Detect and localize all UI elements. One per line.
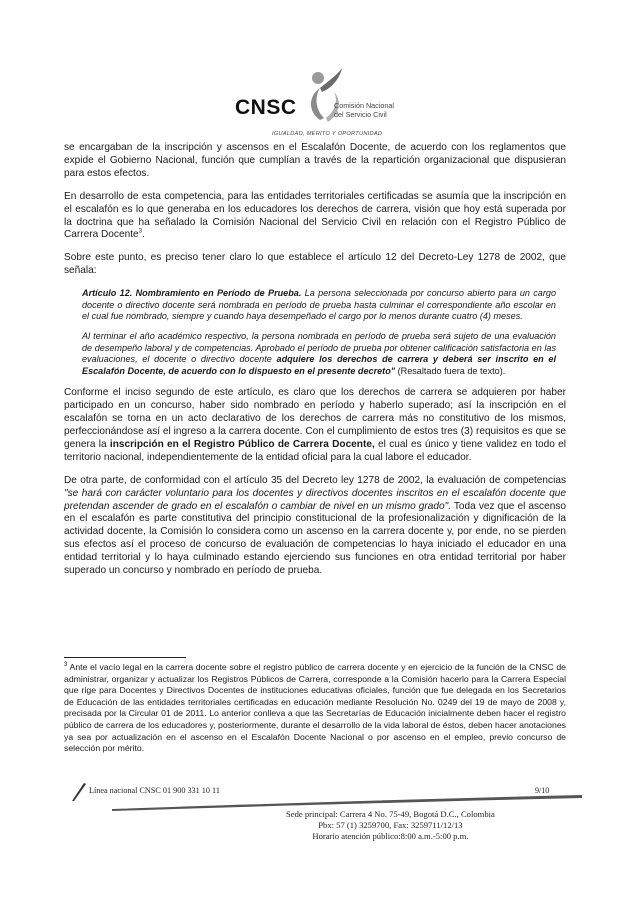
quote-title: Artículo 12. Nombramiento en Período de Prueba.: [82, 288, 302, 299]
paragraph-5: [64, 475, 566, 578]
tagline: IGUALDAD, MÉRITO Y OPORTUNIDAD: [272, 131, 383, 137]
footnote: [64, 662, 566, 755]
quote-paragraph-2: [82, 331, 556, 377]
quote-bold: adquiere los derechos de carrera y deberá ser inscrito en el Escalafón Docente, de acuerdo con lo dispuesto en el presente decreto": [82, 354, 556, 376]
paragraph-4: [64, 387, 566, 464]
paragraph-4-a: Conforme el inciso segundo de este artículo, es claro que los derechos de carrera se adquieren por haber participado en un concurso, haber sido nombrado en período y haberlo superado; así la inscripción en el escalafón se torna en un acto declarativo de los derechos de carrera más no constitutivo de los mismos, perfeccionándose así el ingreso a la carrera docente. Con el cumplimiento de estos tres (3) requisitos es que se genera la: [64, 387, 566, 450]
pen-icon: [70, 780, 88, 802]
quote-article-12: [82, 288, 556, 323]
org-line-1: Comisión Nacional: [334, 101, 394, 110]
paragraph-5-b: Toda vez que el ascenso en el escalafón es parte constitutiva del principio constitucional de la profesionalización y dignificación de la actividad docente, la Comisión lo considera como un ascenso en la carrera docente y, por ende, no se pierden sus efectos así el proceso de concurso de evaluación de competencias lo haya iniciado el educador en una entidad territorial y lo haya culminado estando ejerciendo sus funciones en otra entidad territorial por haber superado un concurso y nombrado en período de prueba.: [64, 500, 566, 577]
page-number: 9/10: [535, 786, 550, 795]
org-name: [334, 101, 394, 119]
quote-text-1: La persona seleccionada por concurso abierto para un cargo docente o directivo docente será nombrada en período de prueba hasta culminar el correspondiente año escolar en el cual fue nombrado, siempre y cuando haya desempeñado el cargo por lo menos durante cuatro (4) meses.: [82, 288, 556, 322]
paragraph-5-a: De otra parte, de conformidad con el artículo 35 del Decreto ley 1278 de 2002, la evaluación de competencias: [64, 474, 566, 486]
footnote-text: Ante el vacío legal en la carrera docente sobre el registro público de carrera docente y en ejercicio de la función de la CNSC de administrar, organizar y actualizar los Registros Públicos de Carrera, corresponde a la Comisión hacerlo para la Carrera Especial que rige para Docentes y Directivos Docentes de instituciones educativas oficiales, función que fue delegada en los Secretarios de Educación de las entidades territoriales certificadas en educación mediante Resolución No. 0249 del 19 de mayo de 2008 y, precisada por la Circular 01 de 2011. Lo anterior conlleva a que las Secretarías de Educación inicialmente deben hacer el registro público de carrera de los educadores y, posteriormente, durante el desarrollo de la vida laboral de éstos, deben hacer anotaciones ya sea por actualización en el ascenso en el Escalafón Docente Nacional o por ascenso en el empleo, previo concurso de selección por mérito.: [64, 662, 566, 754]
document-body: [64, 142, 566, 578]
org-line-2: del Servicio Civil: [334, 110, 387, 119]
address-line-3: Horario atención público:8:00 a.m.-5:00 p.m.: [312, 831, 469, 841]
paragraph-2: En desarrollo de esta competencia, para las entidades territoriales certificadas se asumía que la inscripción en el escalafón es lo que generaba en los educadores los derechos de carrera, visión que hoy está superada por la doctrina que ha señalado la Comisión Nacional del Servicio Civil en relación con el Registro Público de Carrera Docente$^3$.: [64, 190, 566, 241]
paragraph-1: se encargaban de la inscripción y ascensos en el Escalafón Docente, de acuerdo con los reglamentos que expide el Gobierno Nacional, función que cumplían a través de la repartición organizacional que dispusieran para estos efectos.: [64, 142, 566, 179]
footer-address: [286, 809, 495, 842]
quote-note: (Resaltado fuera de texto).: [395, 365, 506, 376]
footnote-number: 3: [64, 662, 68, 669]
paragraph-4-bold: inscripción en el Registro Público de Carrera Docente,: [109, 438, 375, 450]
quote-text-2: Al terminar el año académico respectivo, la persona nombrada en período de prueba será sujeto de una evaluación de desempeño laboral y de competencias. Aprobado el período de prueba por obtener calificación satisfactoria en las evaluaciones, el docente o directivo docente: [82, 330, 556, 365]
footnote-ref: 3: [138, 229, 142, 236]
footnote-divider: [64, 657, 186, 658]
logo-name: CNSC: [235, 96, 297, 119]
paragraph-4-b: el cual es único y tiene validez en todo el territorio nacional, independientemente de la entidad oficial para la cual labore el educador.: [64, 438, 566, 463]
paragraph-5-quote: "se hará con carácter voluntario para los docentes y directivos docentes inscritos en el escalafón docente que pretendan ascender de grado en el escalafón o cambiar de nivel en un mismo grado".: [64, 487, 566, 512]
address-line-1: Sede principal: Carrera 4 No. 75-49, Bogotá D.C., Colombia: [286, 809, 495, 819]
paragraph-3: Sobre este punto, es preciso tener claro lo que establece el artículo 12 del Decreto-Ley 1278 de 2002, que señala:: [64, 252, 566, 277]
paragraph-2-text: En desarrollo de esta competencia, para las entidades territoriales certificadas se asumía que la inscripción en el escalafón es lo que generaba en los educadores los derechos de carrera, visión que hoy está superada por la doctrina que ha señalado la Comisión Nacional del Servicio Civil en relación con el Registro Público de Carrera Docente: [64, 190, 566, 241]
hotline-text: Línea nacional CNSC 01 900 331 10 11: [89, 786, 220, 795]
address-line-2: Pbx: 57 (1) 3259700, Fax: 3259711/12/13: [318, 820, 463, 830]
